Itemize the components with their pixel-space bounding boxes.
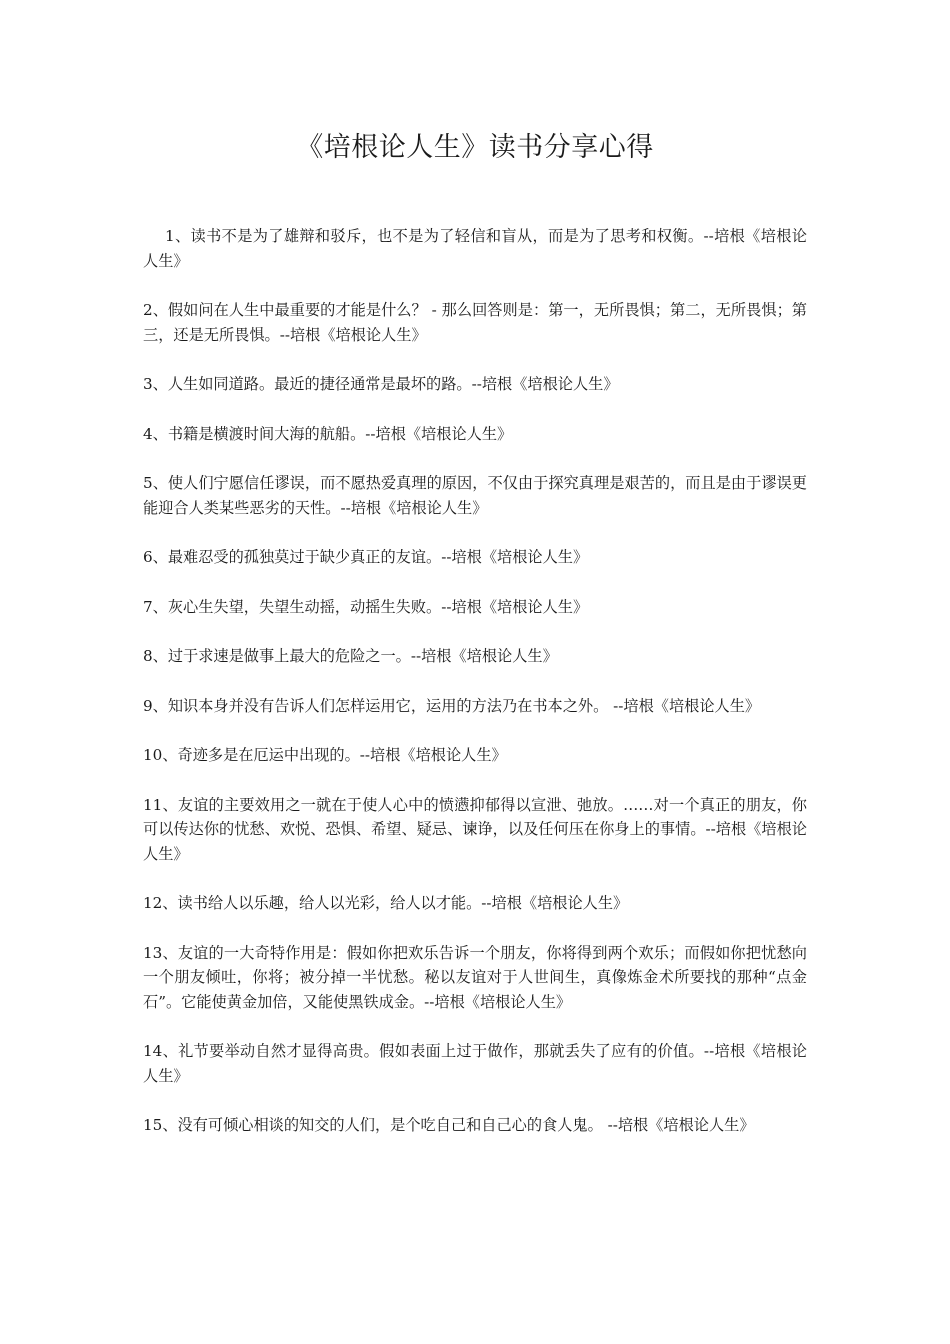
quote-item: 3、人生如同道路。最近的捷径通常是最坏的路。--培根《培根论人生》 [143, 375, 619, 393]
quote-item: 13、友谊的一大奇特作用是：假如你把欢乐告诉一个朋友，你将得到两个欢乐；而假如你把忧愁向一个朋友倾吐，你将；被分掉一半忧愁。秘以友谊对于人世间生，真像炼金术所要找的那种“点金石”。它能使黄金加倍，又能使黑铁成金。--培根《培根论人生》 [143, 943, 807, 1011]
quote-item: 14、礼节要举动自然才显得高贵。假如表面上过于做作，那就丢失了应有的价值。--培根《培根论人生》 [143, 1042, 807, 1085]
quote-item: 1、读书不是为了雄辩和驳斥，也不是为了轻信和盲从，而是为了思考和权衡。--培根《培根论人生》 [143, 227, 807, 270]
quote-item: 9、知识本身并没有告诉人们怎样运用它，运用的方法乃在书本之外。 --培根《培根论人生》 [143, 696, 761, 715]
quote-item: 8、过于求速是做事上最大的危险之一。--培根《培根论人生》 [143, 647, 558, 665]
quote-item: 11、友谊的主要效用之一就在于使人心中的愤懑抑郁得以宣泄、弛放。……对一个真正的朋友，你可以传达你的忧愁、欢悦、恐惧、希望、疑忌、谏诤，以及任何压在你身上的事情。--培根《培根论人生》 [143, 795, 807, 863]
quote-item: 10、奇迹多是在厄运中出现的。--培根《培根论人生》 [143, 746, 507, 764]
document-title: 《培根论人生》读书分享心得 [296, 132, 654, 163]
quote-list [143, 224, 807, 1163]
quote-item: 15、没有可倾心相谈的知交的人们，是个吃自己和自己心的食人鬼。 --培根《培根论人生》 [143, 1116, 755, 1134]
quote-item: 2、假如问在人生中最重要的才能是什么？ - 那么回答则是：第一，无所畏惧；第二，无所畏惧；第三，还是无所畏惧。--培根《培根论人生》 [143, 301, 807, 344]
quote-item: 12、读书给人以乐趣，给人以光彩，给人以才能。--培根《培根论人生》 [143, 894, 629, 912]
quote-item: 4、书籍是横渡时间大海的航船。--培根《培根论人生》 [143, 424, 513, 443]
quote-item: 6、最难忍受的孤独莫过于缺少真正的友谊。--培根《培根论人生》 [143, 548, 589, 566]
quote-item: 7、灰心生失望，失望生动摇，动摇生失败。--培根《培根论人生》 [143, 597, 589, 616]
quote-item: 5、使人们宁愿信任谬误，而不愿热爱真理的原因，不仅由于探究真理是艰苦的，而且是由于谬误更能迎合人类某些恶劣的天性。--培根《培根论人生》 [143, 474, 807, 517]
